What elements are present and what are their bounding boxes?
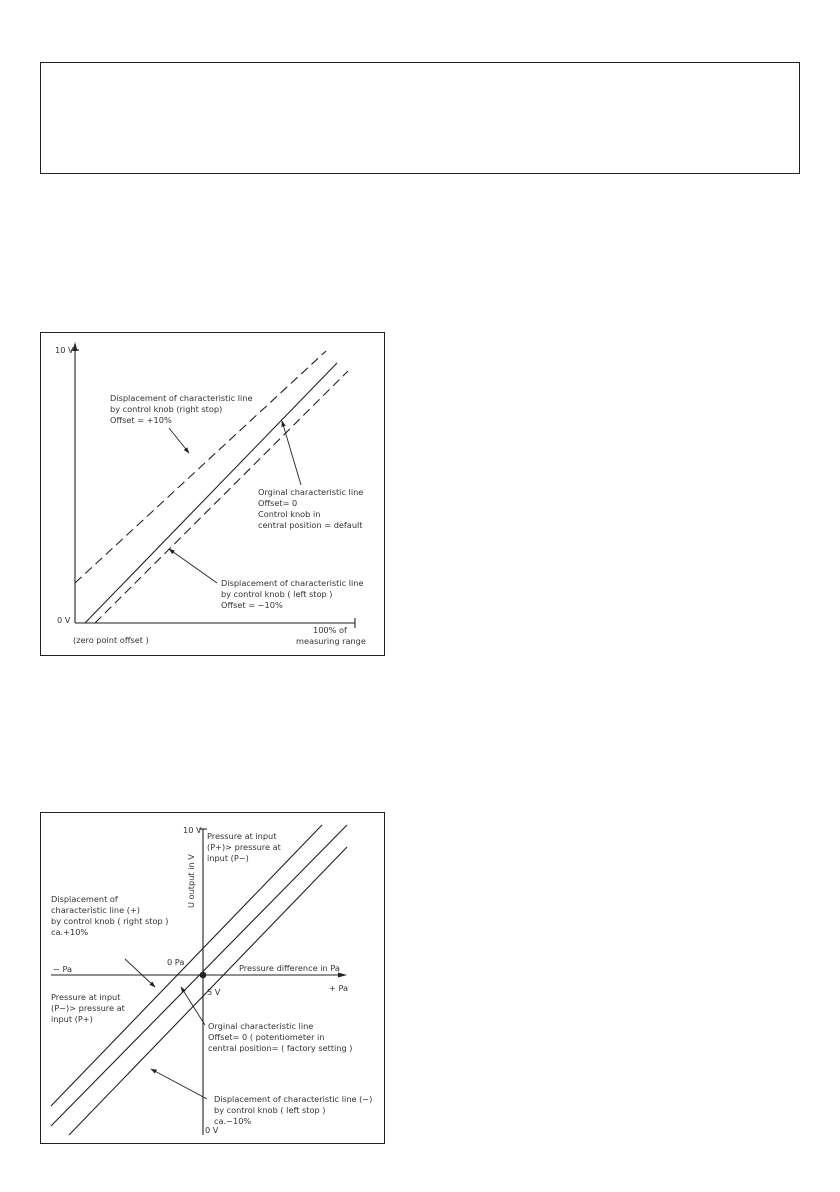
lower-left-note-1: Pressure at input — [51, 992, 121, 1002]
callout-plus-2: characteristic line (+) — [51, 905, 140, 915]
leader-original — [282, 421, 301, 485]
callout-orig-2: Offset= 0 ( potentiometer in — [208, 1032, 325, 1042]
y-zero-label: 0 V — [205, 1125, 219, 1135]
offset-diagram — [40, 332, 385, 656]
callout-plus-2: by control knob (right stop) — [110, 404, 223, 414]
upper-right-note-1: Pressure at input — [207, 831, 277, 841]
bidirectional-offset-diagram-svg — [41, 813, 384, 1143]
callout-orig-3: Control knob in — [258, 509, 321, 519]
origin-label: 0 Pa — [167, 957, 185, 967]
x-right-label: + Pa — [329, 983, 349, 993]
mid-label: 5 V — [207, 987, 221, 997]
note-box — [40, 62, 800, 174]
leader-plus — [169, 428, 189, 453]
offset-diagram-svg — [41, 333, 384, 655]
x-axis-title: Pressure difference in Pa — [239, 963, 340, 973]
upper-right-note-3: input (P−) — [207, 853, 249, 863]
callout-orig-3: central position= ( factory setting ) — [208, 1043, 353, 1053]
x-left-label: − Pa — [53, 964, 73, 974]
callout-orig-2: Offset= 0 — [258, 498, 298, 508]
callout-minus-3: ca.−10% — [214, 1116, 252, 1126]
callout-minus-3: Offset = −10% — [221, 600, 283, 610]
leader-original — [181, 987, 205, 1025]
bidirectional-offset-diagram — [40, 812, 385, 1144]
x-end-label-2: measuring range — [296, 636, 366, 646]
callout-minus-1: Displacement of characteristic line (−) — [214, 1094, 373, 1104]
lower-left-note-3: input (P+) — [51, 1014, 93, 1024]
callout-orig-4: central position = default — [258, 520, 363, 530]
upper-right-note-2: (P+)> pressure at — [207, 842, 281, 852]
callout-plus-3: by control knob ( right stop ) — [51, 916, 169, 926]
x-origin-note: (zero point offset ) — [73, 635, 149, 645]
callout-minus-2: by control knob ( left stop ) — [214, 1105, 326, 1115]
x-axis-arrow — [338, 973, 347, 978]
origin-point — [200, 972, 207, 979]
leader-minus — [169, 549, 217, 583]
leader-minus — [151, 1069, 207, 1099]
lower-left-note-2: (P−)> pressure at — [51, 1003, 125, 1013]
callout-plus-1: Displacement of — [51, 894, 118, 904]
y-top-label: 10 V — [183, 825, 202, 835]
callout-plus-3: Offset = +10% — [110, 415, 172, 425]
y-top-label: 10 V — [55, 345, 74, 355]
y-axis-title: U output in V — [186, 854, 196, 908]
callout-minus-2: by control knob ( left stop ) — [221, 589, 333, 599]
callout-minus-1: Displacement of characteristic line — [221, 578, 364, 588]
callout-plus-1: Displacement of characteristic line — [110, 393, 253, 403]
callout-orig-1: Orginal characteristic line — [208, 1021, 314, 1031]
leader-plus — [125, 959, 155, 987]
callout-orig-1: Orginal characteristic line — [258, 487, 364, 497]
callout-plus-4: ca.+10% — [51, 927, 89, 937]
line-plus-offset — [75, 351, 326, 583]
x-end-label-1: 100% of — [313, 625, 347, 635]
y-zero-label: 0 V — [57, 615, 71, 625]
